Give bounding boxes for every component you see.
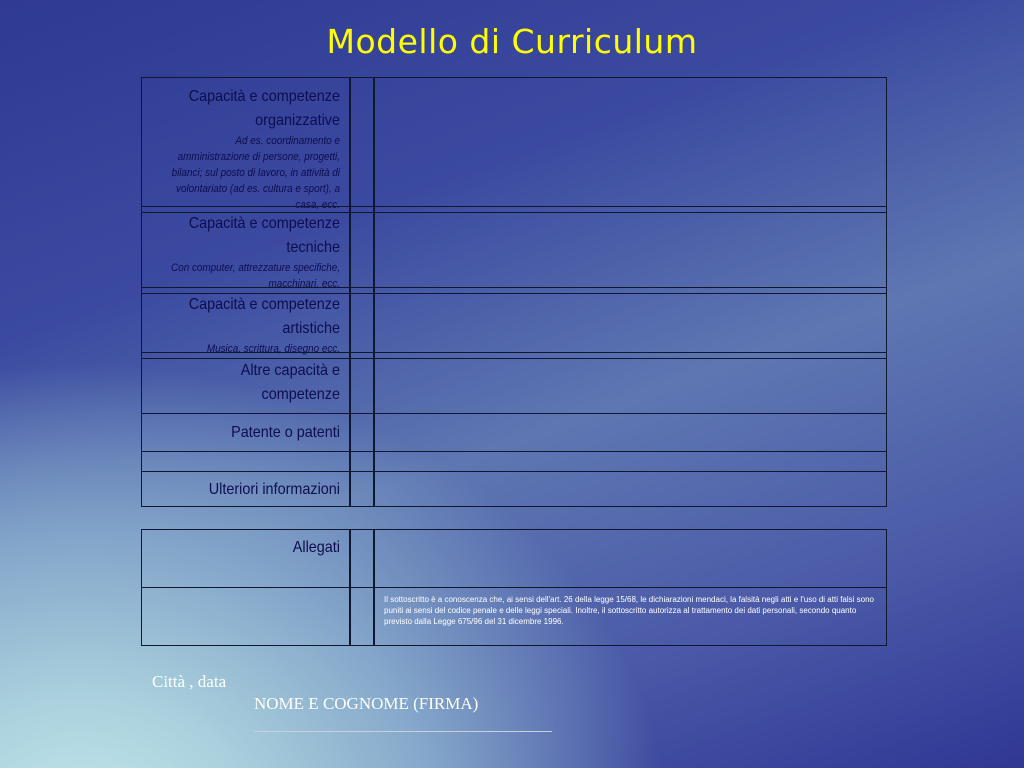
page-title: Modello di Curriculum (326, 22, 698, 61)
row-altre (141, 352, 887, 414)
spacer-cell (350, 206, 374, 288)
label-cell (141, 413, 350, 452)
spacer-cell (350, 451, 374, 472)
content-cell[interactable] (374, 413, 887, 452)
content-cell[interactable] (374, 352, 887, 414)
row-allegati (141, 529, 887, 588)
content-cell[interactable] (374, 206, 887, 288)
section-description: Ad es. coordinamento e amministrazione di persone, progetti, bilanci; sul posto di lavoro, in attività di volontariato (ad es. cultura e sport), a casa, ecc. (171, 135, 340, 211)
row-artistiche (141, 287, 887, 353)
label-cell (141, 471, 350, 507)
label-cell (141, 287, 350, 353)
spacer-cell (350, 352, 374, 414)
signature-line (254, 731, 552, 732)
content-cell[interactable] (374, 77, 887, 207)
spacer-cell (350, 77, 374, 207)
label-cell (141, 587, 350, 646)
section-description: Musica, scrittura, disegno ecc. (206, 343, 340, 355)
spacer-cell (350, 587, 374, 646)
content-cell[interactable] (374, 529, 887, 588)
row-tecniche (141, 206, 887, 288)
section-label: Capacità e competenze tecniche (188, 215, 340, 256)
place-date-label: Città , data (152, 672, 227, 691)
section-label: Capacità e competenze artistiche (188, 296, 340, 337)
signature-label: NOME E COGNOME (FIRMA) (254, 694, 479, 713)
row-ulteriori (141, 471, 887, 507)
label-cell (141, 451, 350, 472)
label-cell (141, 77, 350, 211)
row-patente (141, 413, 887, 452)
label-cell (141, 352, 350, 414)
content-cell[interactable] (374, 287, 887, 353)
section-description: Con computer, attrezzature specifiche, macchinari, ecc. (171, 262, 340, 290)
content-cell[interactable] (374, 451, 887, 472)
section-label: Capacità e competenze organizzative (188, 88, 340, 129)
spacer-cell (350, 529, 374, 588)
label-cell (141, 529, 350, 588)
content-cell[interactable] (374, 471, 887, 507)
declaration-cell (374, 587, 887, 646)
label-cell (141, 206, 350, 288)
row-declaration (141, 587, 887, 646)
section-label: Allegati (292, 539, 340, 556)
spacer-cell (350, 413, 374, 452)
row-organizzative (141, 77, 887, 211)
spacer-cell (350, 471, 374, 507)
section-label: Patente o patenti (231, 424, 340, 441)
row-empty (141, 451, 887, 472)
spacer-cell (350, 287, 374, 353)
section-label: Altre capacità e competenze (240, 362, 340, 403)
declaration-text: Il sottoscritto è a conoscenza che, ai sensi dell'art. 26 della legge 15/68, le dichiarazioni mendaci, la falsità negli atti e l'uso di atti falsi sono puniti ai sensi del codice penale e delle leggi speciali. Inoltre, il sottoscritto autorizza al trattamento dei dati personali, secondo quanto previsto dalla Legge 675/96 del 31 dicembre 1996. (384, 595, 874, 626)
section-label: Ulteriori informazioni (208, 481, 340, 498)
